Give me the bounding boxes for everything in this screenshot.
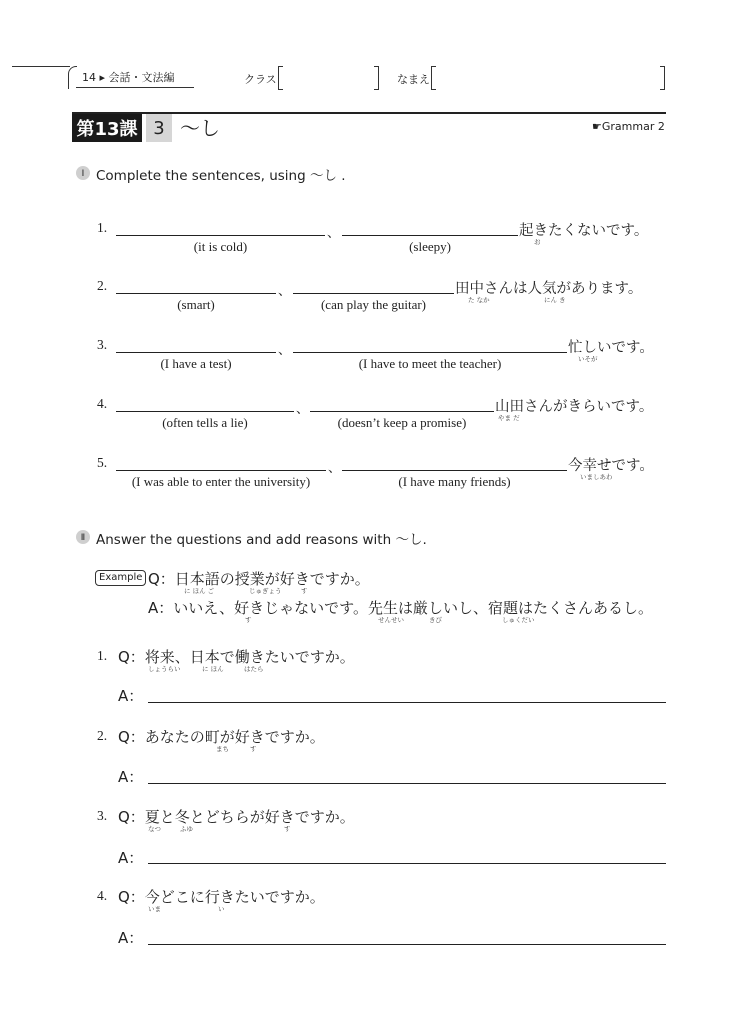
item-2-blank-1[interactable] — [116, 293, 276, 294]
item-5-separator: 、 — [328, 461, 342, 476]
answer-4-line[interactable] — [148, 944, 666, 945]
section-number: 3 — [146, 114, 172, 142]
example-q-ruby-2: じゅぎょう — [249, 587, 282, 595]
item-2-ending: 田中さんは人気があります。 — [455, 281, 643, 297]
item-2-ruby-1: た なか — [468, 296, 490, 304]
exercise-2-number: Ⅱ — [76, 530, 90, 544]
item-3-ruby: いそが — [578, 355, 598, 363]
item-4-caption-2: (doesn’t keep a promise) — [337, 415, 467, 430]
question-1-ruby-2: に ほん — [202, 665, 224, 673]
item-2-caption-2: (can play the guitar) — [320, 297, 427, 312]
item-5-blank-2[interactable] — [342, 470, 567, 471]
item-3-caption-1: (I have a test) — [160, 356, 232, 371]
item-3-number: 3. — [97, 337, 108, 352]
answer-2-label: A： — [118, 768, 144, 786]
item-5-caption-1: (I was able to enter the university) — [131, 474, 311, 489]
example-a-ruby-4: しゅくだい — [502, 616, 535, 624]
item-4-caption-1: (often tells a lie) — [162, 415, 248, 430]
item-5-blank-1[interactable] — [116, 470, 326, 471]
item-4-blank-1[interactable] — [116, 411, 294, 412]
item-1-ending: 起きたくないです。 — [519, 223, 649, 239]
class-field-right-bracket — [374, 66, 379, 90]
item-4-number: 4. — [97, 396, 108, 411]
exercise-1-instruction: Complete the sentences, using 〜し . — [96, 168, 346, 184]
name-field-right-bracket — [660, 66, 665, 90]
item-5-ending: 今幸せです。 — [568, 458, 654, 474]
question-3-ruby-3: す — [284, 825, 291, 833]
header-rule-left — [12, 66, 70, 67]
question-2-ruby-1: まち — [216, 745, 229, 753]
answer-3-line[interactable] — [148, 863, 666, 864]
item-2-blank-2[interactable] — [293, 293, 454, 294]
question-1-text: Q：将来、日本で働きたいですか。 — [118, 648, 355, 666]
book-section-label: 14 ▸ 会話・文法編 — [82, 71, 175, 84]
header-tab — [68, 66, 77, 89]
example-a-ruby-3: きび — [429, 616, 442, 624]
item-1-caption-2: (sleepy) — [409, 239, 451, 254]
answer-2-line[interactable] — [148, 783, 666, 784]
question-3-text: Q：夏と冬とどちらが好きですか。 — [118, 808, 355, 826]
question-2-ruby-2: す — [250, 745, 257, 753]
item-5-caption-2: (I have many friends) — [398, 474, 511, 489]
item-1-ruby: お — [534, 238, 541, 246]
answer-1-label: A： — [118, 687, 144, 705]
item-4-ruby: やま だ — [498, 414, 520, 422]
item-4-blank-2[interactable] — [310, 411, 494, 412]
item-1-separator: 、 — [327, 226, 341, 241]
item-3-caption-2: (I have to meet the teacher) — [358, 356, 502, 371]
question-3-ruby-1: なつ — [148, 825, 161, 833]
name-label: なまえ — [397, 73, 430, 86]
example-question: Q：日本語の授業が好きですか。 — [148, 570, 370, 588]
answer-4-label: A： — [118, 929, 144, 947]
question-2-number: 2. — [97, 728, 108, 743]
exercise-2-instruction: Answer the questions and add reasons with 〜し. — [96, 532, 427, 548]
question-4-ruby-2: い — [218, 905, 225, 913]
item-1-blank-2[interactable] — [342, 235, 518, 236]
question-1-number: 1. — [97, 648, 108, 663]
example-a-ruby-1: す — [245, 616, 252, 624]
item-4-separator: 、 — [296, 402, 310, 417]
answer-3-label: A： — [118, 849, 144, 867]
item-2-ruby-2: にん き — [544, 296, 566, 304]
example-label: Example — [95, 570, 146, 586]
example-a-ruby-2: せんせい — [378, 616, 404, 624]
question-3-ruby-2: ふゆ — [180, 825, 193, 833]
question-4-text: Q：今どこに行きたいですか。 — [118, 888, 325, 906]
example-q-ruby-1: に ほん ご — [184, 587, 215, 595]
question-1-ruby-1: しょうらい — [148, 665, 181, 673]
header-rule-under — [76, 87, 194, 88]
class-label: クラス — [244, 73, 277, 86]
item-2-number: 2. — [97, 278, 108, 293]
item-1-caption-1: (it is cold) — [193, 239, 248, 254]
lesson-number: 第13課 — [72, 114, 142, 142]
item-5-ruby: いましあわ — [580, 473, 613, 481]
name-field-left-bracket — [431, 66, 436, 90]
item-2-caption-1: (smart) — [177, 297, 215, 312]
item-2-separator: 、 — [278, 284, 292, 299]
example-answer: A：いいえ、好きじゃないです。先生は厳しいし、宿題はたくさんあるし。 — [148, 599, 653, 617]
item-1-number: 1. — [97, 220, 108, 235]
answer-1-line[interactable] — [148, 702, 666, 703]
item-3-ending: 忙しいです。 — [568, 340, 654, 356]
item-3-blank-1[interactable] — [116, 352, 276, 353]
grammar-reference: ☛Grammar 2 — [592, 120, 665, 133]
question-4-number: 4. — [97, 888, 108, 903]
example-q-ruby-3: す — [301, 587, 308, 595]
item-3-separator: 、 — [278, 343, 292, 358]
question-1-ruby-3: はたら — [244, 665, 264, 673]
question-3-number: 3. — [97, 808, 108, 823]
question-2-text: Q：あなたの町が好きですか。 — [118, 728, 325, 746]
item-5-number: 5. — [97, 455, 108, 470]
item-1-blank-1[interactable] — [116, 235, 325, 236]
exercise-1-number: Ⅰ — [76, 166, 90, 180]
question-4-ruby-1: いま — [148, 905, 161, 913]
item-4-ending: 山田さんがきらいです。 — [495, 399, 654, 415]
page-title: 〜し — [180, 116, 220, 140]
item-3-blank-2[interactable] — [293, 352, 567, 353]
class-field-left-bracket — [278, 66, 283, 90]
